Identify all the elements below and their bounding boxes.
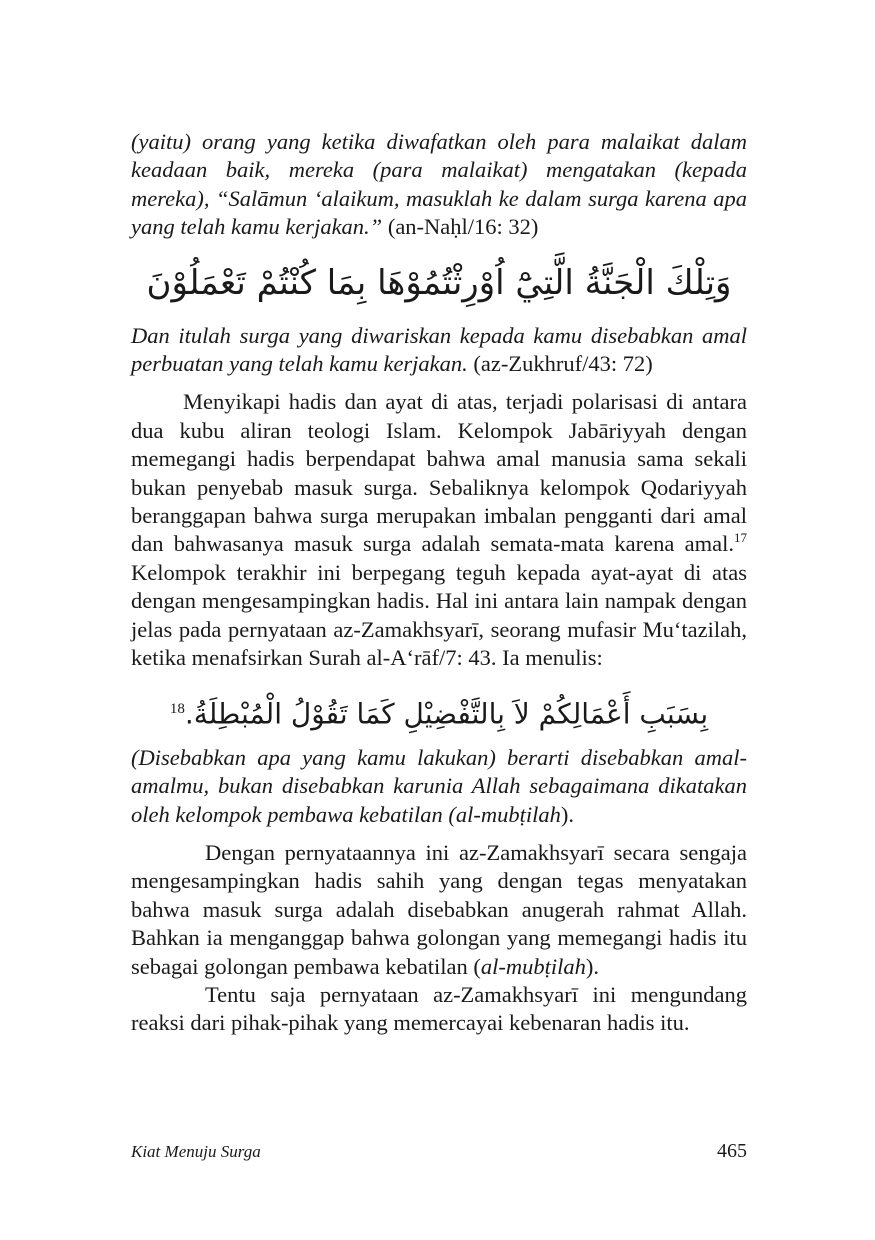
paragraph-text: Kelompok terakhir ini berpegang teguh kepada ayat-ayat di atas dengan mengesampingkan hadis. Hal ini antara lain nampak dengan jelas pada pernyataan az-Zamakhsyarī, seorang mufasir Mu‘tazilah, ketika menafsirkan Surah al-A‘rāf/7: 43. Ia menulis: xyxy=(131,559,747,671)
arabic-quote-text: بِسَبَبِ أَعْمَالِكُمْ لاَ بِالتَّفْضِيْلِ كَمَا تَقُوْلُ الْمُبْطِلَةُ. xyxy=(184,696,709,730)
arabic-quote-zamakhsyari xyxy=(131,687,747,736)
footnote-marker: 17 xyxy=(734,530,747,546)
paragraph-text-end: ). xyxy=(585,953,599,979)
quote-translation-an-nahl xyxy=(131,128,747,242)
quote-translation-text: (yaitu) orang yang ketika diwafatkan oleh para malaikat dalam keadaan baik, mereka (para malaikat) mengatakan (kepada mereka), “Salāmun ‘alaikum, masuklah ke dalam surga karena apa yang telah kamu kerjakan.” xyxy=(131,129,747,240)
page-footer xyxy=(131,1140,747,1163)
quote-translation-az-zukhruf xyxy=(131,322,747,379)
page-number: 465 xyxy=(717,1140,747,1162)
body-paragraph-polarisasi xyxy=(131,388,747,672)
translation-text: (Disebabkan apa yang kamu lakukan) berarti disebabkan amal-amalmu, bukan disebabkan karunia Allah sebagaimana dikatakan oleh kelompok pembawa kebatilan (al-mubṭilah xyxy=(131,744,747,827)
quote-reference: (az-Zukhruf/43: 72) xyxy=(467,351,653,377)
running-title: Kiat Menuju Surga xyxy=(131,1142,261,1161)
page-body xyxy=(131,128,747,1038)
paragraph-text: Menyikapi hadis dan ayat di atas, terjadi polarisasi di antara dua kubu aliran teologi Islam. Kelompok Jabāriyyah dengan memegangi hadis berpendapat bahwa amal manusia sama sekali bukan penyebab masuk surga. Sebaliknya kelompok Qodariyyah beranggapan bahwa surga merupakan imbalan pengganti dari amal dan bahwasanya masuk surga adalah semata-mata karena amal. xyxy=(131,389,747,557)
body-paragraph-reaksi xyxy=(131,981,747,1038)
footnote-marker: 18 xyxy=(169,700,185,717)
body-paragraph-zamakhsyari xyxy=(131,839,747,981)
quote-translation-text: Dan itulah surga yang diwariskan kepada kamu disebabkan amal perbuatan yang telah kamu kerjakan. xyxy=(131,322,747,377)
quote-reference: (an-Naḥl/16: 32) xyxy=(382,214,539,240)
translation-end: ). xyxy=(560,801,575,827)
paragraph-italic-term: al-mubṭilah xyxy=(480,953,586,979)
paragraph-text: Dengan pernyataannya ini az-Zamakhsyarī secara sengaja mengesampingkan hadis sahih yang dengan tegas menyatakan bahwa masuk surga adalah disebabkan anugerah rahmat Allah. Bahkan ia menganggap bahwa golongan yang memegangi hadis itu sebagai golongan pembawa kebatilan ( xyxy=(131,840,747,979)
arabic-verse-az-zukhruf: وَتِلْكَ الْجَنَّةُ الَّتِيْٓ اُوْرِثْتُمُوْهَا بِمَا كُنْتُمْ تَعْمَلُوْنَ xyxy=(146,262,732,303)
paragraph-text: Tentu saja pernyataan az-Zamakhsyarī ini mengundang reaksi dari pihak-pihak yang memercayai kebenaran hadis itu. xyxy=(131,982,747,1036)
arabic-quote-translation xyxy=(131,744,747,829)
